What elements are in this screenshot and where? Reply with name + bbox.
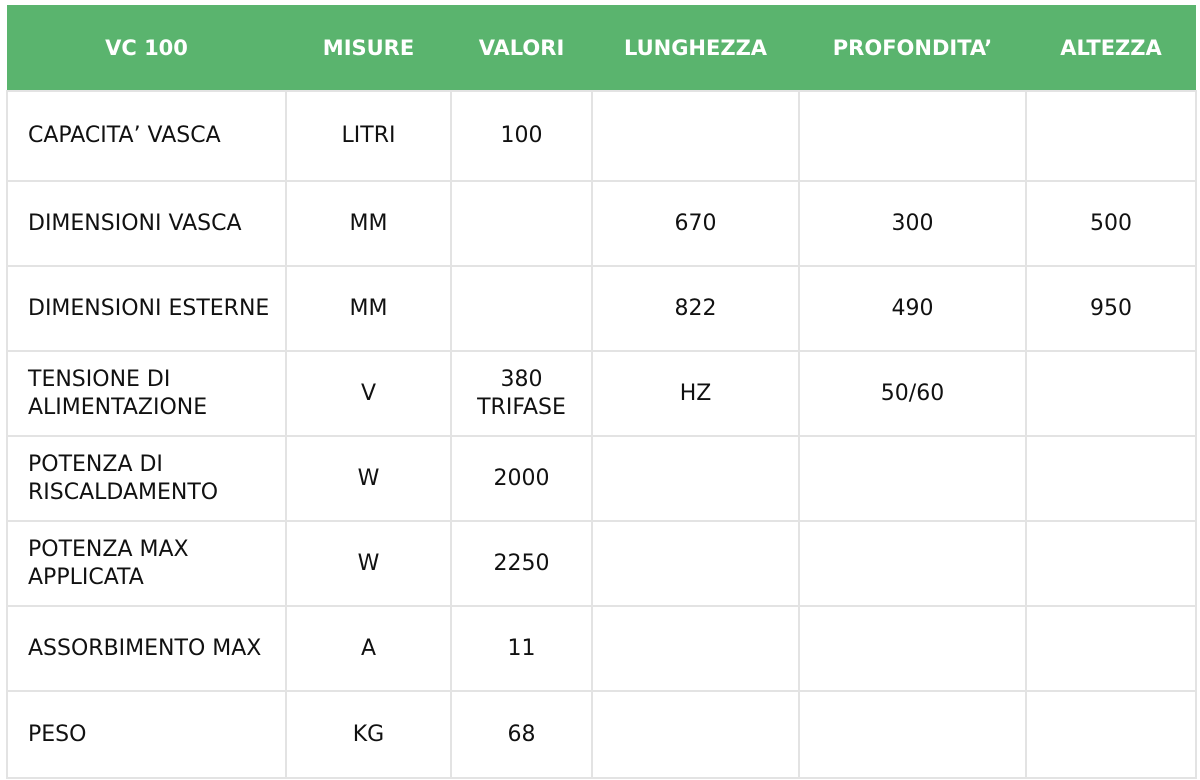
table-row-tensione-alimentazione [7,351,1196,436]
header-lunghezza: LUNGHEZZA [623,35,768,60]
cell-misure: KG [286,691,451,778]
cell-profondita [799,521,1026,606]
cell-valori: 2250 [451,521,592,606]
table-row-assorbimento-max [7,606,1196,691]
row-label: DIMENSIONI ESTERNE [7,266,286,351]
cell-misure: LITRI [286,91,451,181]
table-row-capacita-vasca [7,91,1196,181]
cell-altezza [1026,606,1196,691]
cell-misure: W [286,521,451,606]
header-valori: VALORI [478,35,565,60]
cell-valori: 68 [451,691,592,778]
cell-lunghezza: 670 [592,181,799,266]
cell-misure: V [286,351,451,436]
cell-valori [451,266,592,351]
row-label: POTENZA DI RISCALDAMENTO [7,436,286,521]
cell-valori: 380 TRIFASE [451,351,592,436]
cell-altezza [1026,436,1196,521]
cell-lunghezza: 822 [592,266,799,351]
cell-profondita [799,691,1026,778]
header-model: VC 100 [105,35,188,60]
cell-profondita: 300 [799,181,1026,266]
cell-profondita [799,606,1026,691]
cell-misure: MM [286,266,451,351]
cell-profondita: 50/60 [799,351,1026,436]
cell-altezza: 950 [1026,266,1196,351]
cell-valori: 2000 [451,436,592,521]
row-label: CAPACITA’ VASCA [7,91,286,181]
cell-profondita: 490 [799,266,1026,351]
row-label: PESO [7,691,286,778]
cell-profondita [799,91,1026,181]
header-profondita: PROFONDITA’ [832,35,993,60]
header-misure: MISURE [322,35,415,60]
row-label: TENSIONE DI ALIMENTAZIONE [7,351,286,436]
table-row-dimensioni-esterne [7,266,1196,351]
cell-misure: W [286,436,451,521]
cell-altezza: 500 [1026,181,1196,266]
cell-altezza [1026,691,1196,778]
cell-altezza [1026,91,1196,181]
cell-profondita [799,436,1026,521]
cell-altezza [1026,521,1196,606]
table-row-potenza-riscaldamento [7,436,1196,521]
cell-misure: MM [286,181,451,266]
cell-valori: 11 [451,606,592,691]
cell-lunghezza: HZ [592,351,799,436]
spec-table [6,5,1197,779]
cell-altezza [1026,351,1196,436]
row-label: DIMENSIONI VASCA [7,181,286,266]
row-label: ASSORBIMENTO MAX [7,606,286,691]
cell-misure: A [286,606,451,691]
cell-lunghezza [592,606,799,691]
cell-lunghezza [592,521,799,606]
cell-valori [451,181,592,266]
table-row-dimensioni-vasca [7,181,1196,266]
cell-lunghezza [592,436,799,521]
cell-lunghezza [592,91,799,181]
header-row [7,5,1196,91]
table-row-peso [7,691,1196,778]
cell-lunghezza [592,691,799,778]
cell-valori: 100 [451,91,592,181]
header-altezza: ALTEZZA [1060,35,1162,60]
row-label: POTENZA MAX APPLICATA [7,521,286,606]
table-row-potenza-max-applicata [7,521,1196,606]
